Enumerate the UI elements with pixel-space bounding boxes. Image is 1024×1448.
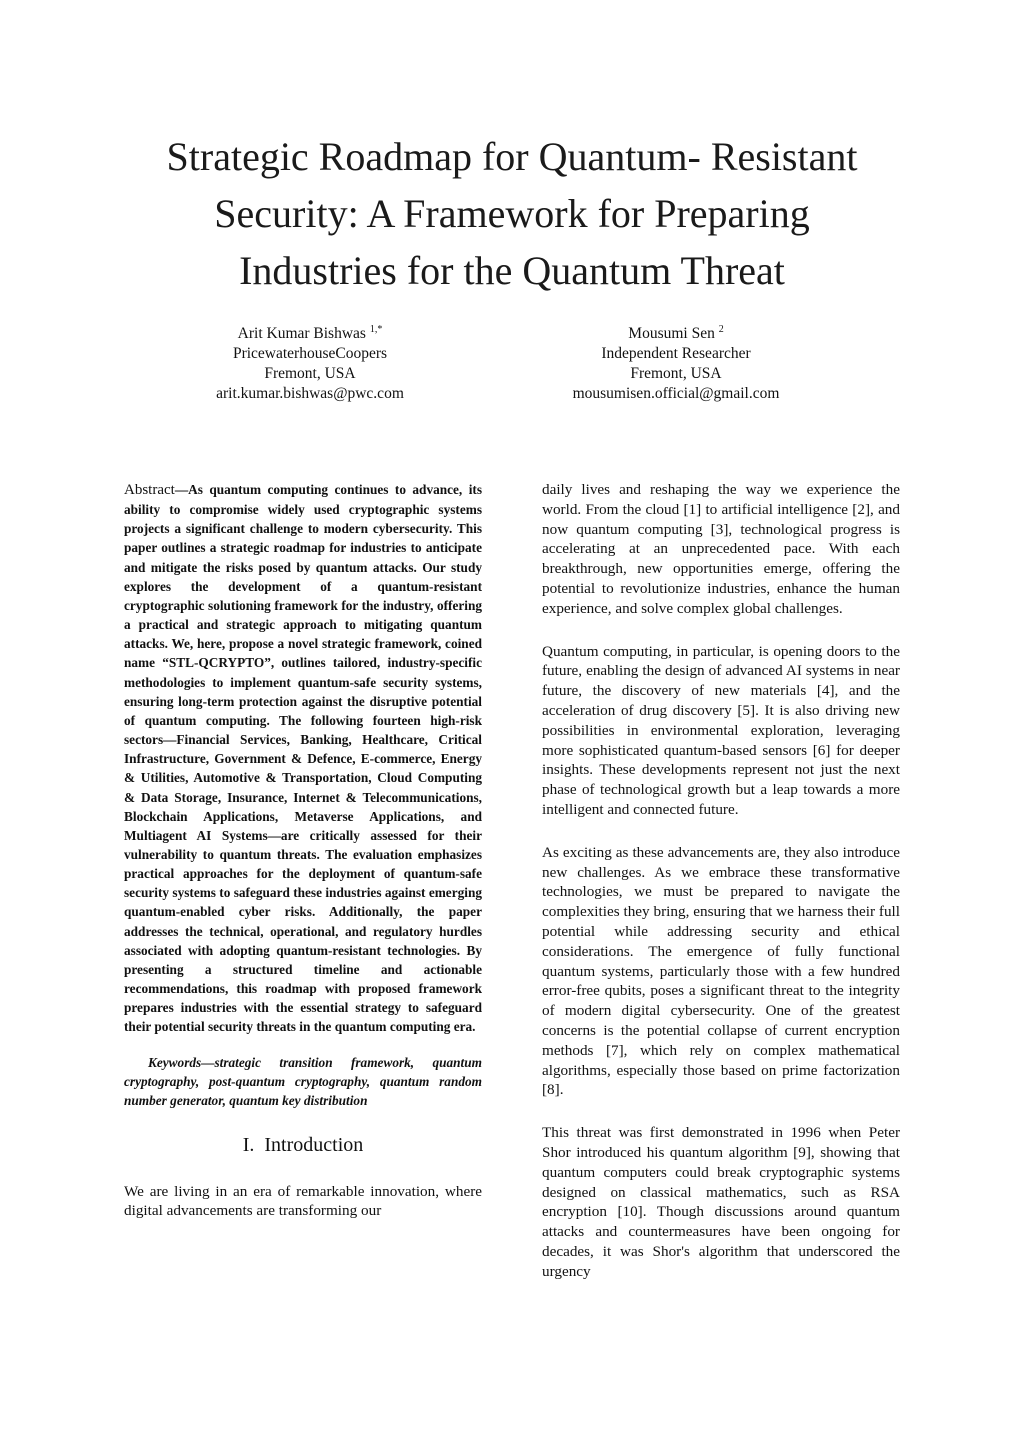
section-heading (124, 1132, 482, 1158)
left-column (124, 480, 482, 1221)
abstract-label: Abstract (124, 482, 175, 498)
abstract-text: —As quantum computing continues to advance, its ability to compromise widely used cryptographic systems projects a significant challenge to modern cybersecurity. This paper outlines a strategic roadmap for industries to anticipate and mitigate the risks posed by quantum attacks. Our study explores the development of a quantum-resistant cryptographic solutioning framework for the industry, offering a practical and strategic approach to mitigating quantum attacks. We, here, propose a novel strategic framework, coined name “STL-QCRYPTO”, outlines tailored, industry-specific methodologies to implement quantum-safe security systems, ensuring long-term protection against the disruptive potential of quantum computing. The following fourteen high-risk sectors—Financial Services, Banking, Healthcare, Critical Infrastructure, Government & Defence, E-commerce, Energy & Utilities, Automotive & Transportation, Cloud Computing & Data Storage, Insurance, Internet & Telecommunications, Blockchain Applications, Metaverse Applications, and Multiagent AI Systems—are critically assessed for their vulnerability to quantum threats. The evaluation emphasizes practical approaches for the deployment of quantum-safe security systems to safeguard these industries against emerging quantum-enabled cyber risks. Additionally, the paper addresses the technical, operational, and regulatory hurdles associated with adopting quantum-resistant technologies. By presenting a structured timeline and actionable recommendations, this roadmap with proposed framework prepares industries with the essential strategy to safeguard their potential security threats in the quantum computing era. (124, 482, 482, 1035)
body-paragraph: daily lives and reshaping the way we experience the world. From the cloud [1] to artificial intelligence [2], and now quantum computing [3], technological progress is accelerating at an unprecedented pace. With each breakthrough, new opportunities emerge, offering the potential to revolutionize industries, enhance the human experience, and solve complex global challenges. (542, 481, 900, 617)
section-title-text: Introduction (264, 1133, 364, 1156)
author-location: Fremont, USA (264, 365, 356, 382)
body-paragraph: Quantum computing, in particular, is opening doors to the future, enabling the design of advanced AI systems in near future, the discovery of new materials [4], and the acceleration of drug discovery [5]. It is also driving new possibilities in environmental exploration, leveraging more sophisticated quantum-based sensors [6] for deeper insights. These developments represent not just the next phase of technological growth but a leap towards a more intelligent and connected future. (542, 642, 900, 818)
author-name-line (130, 324, 490, 344)
title-line: Strategic Roadmap for Quantum- Resistant (166, 134, 858, 179)
author-superscript: 2 (718, 324, 724, 335)
intro-paragraph: We are living in an era of remarkable innovation, where digital advancements are transforming our (124, 1182, 482, 1220)
body-paragraph: This threat was first demonstrated in 1996 when Peter Shor introduced his quantum algorithm [9], showing that quantum computers could break cryptographic systems designed on classical mathematics, such as RSA encryption [10]. Though discussions around quantum attacks and countermeasures have been ongoing for decades, it was Shor's algorithm that underscored the urgency (542, 1124, 900, 1280)
abstract (124, 480, 482, 1037)
author-location: Fremont, USA (630, 365, 722, 382)
title-line: Security: A Framework for Preparing (214, 191, 810, 236)
author-name: Arit Kumar Bishwas (237, 325, 366, 342)
author-name: Mousumi Sen (628, 325, 715, 342)
author-email: mousumisen.official@gmail.com (572, 385, 780, 402)
author-email: arit.kumar.bishwas@pwc.com (216, 385, 404, 402)
author-block-2 (496, 324, 856, 404)
author-affiliation: PricewaterhouseCoopers (232, 345, 388, 362)
section-number: I. (242, 1133, 255, 1156)
author-affiliation: Independent Researcher (601, 345, 751, 362)
keywords: Keywords—strategic transition framework, quantum cryptography, post-quantum cryptography, quantum random number generator, quantum key distribution (124, 1054, 482, 1108)
author-name-line (496, 324, 856, 344)
body-paragraph: As exciting as these advancements are, they also introduce new challenges. As we embrace these transformative technologies, we must be prepared to navigate the complexities they bring, ensuring that we harness their full potential while addressing security and ethical considerations. The emergence of fully functional quantum systems, particularly those with a few hundred error-free qubits, poses a significant threat to the integrity of modern digital cybersecurity. One of the greatest concerns is the potential collapse of current encryption methods [7], which rely on complex mathematical algorithms, especially those based on prime factorization [8]. (542, 843, 900, 1099)
author-superscript: 1,* (369, 324, 383, 335)
title-line: Industries for the Quantum Threat (239, 248, 785, 293)
author-block-1 (130, 324, 490, 404)
right-column (542, 480, 900, 1281)
paper-title (100, 128, 924, 299)
